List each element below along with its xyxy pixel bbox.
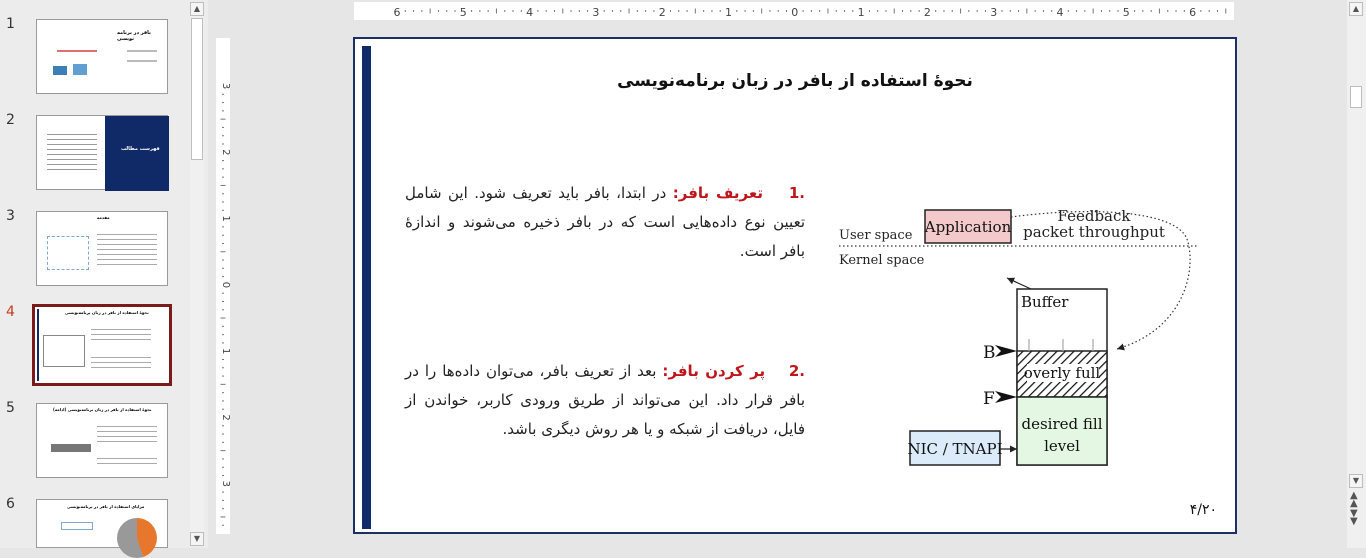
ruler-label: 1 xyxy=(857,6,865,19)
thumbnail-figure xyxy=(51,444,91,452)
thumbnail-text-line xyxy=(127,50,157,52)
paragraph-text: بعد از تعریف بافر، می‌توان داده‌ها را در بافر قرار داد. این می‌تواند از طریق ورودی کاربر، خواندن از فایل، دریافت از شبکه و یا هر روش دیگری باشد. xyxy=(405,362,805,438)
application-label: Application xyxy=(924,218,1012,236)
thumbnail-number: 5 xyxy=(6,400,15,416)
slide-scrollbar[interactable] xyxy=(1347,0,1366,548)
slide-thumbnail-4[interactable] xyxy=(32,304,172,386)
ruler-label: 3 xyxy=(990,6,998,19)
ruler-label: 3 xyxy=(220,82,231,90)
scrollbar-thumb[interactable] xyxy=(191,18,203,160)
marker-f-label: F xyxy=(983,389,995,409)
marker-b-label: B xyxy=(983,343,996,363)
thumbnail-text-lines xyxy=(97,454,157,466)
thumbnail-line xyxy=(57,50,97,52)
ruler-label: 5 xyxy=(459,6,467,19)
thumbnail-text-lines xyxy=(97,230,157,268)
ruler-label: 5 xyxy=(1122,6,1130,19)
marker-b-arrow xyxy=(995,345,1017,357)
paragraph-define-buffer[interactable] xyxy=(405,179,805,266)
thumbnail-text-line xyxy=(127,60,157,62)
desired-fill-label: desired fill xyxy=(1021,415,1103,433)
thumbnail-figure xyxy=(61,522,93,530)
slide-thumbnail-6[interactable] xyxy=(36,499,168,548)
ruler-label: 3 xyxy=(592,6,600,19)
next-slide-icon[interactable]: ▼ ▼ xyxy=(1350,508,1358,527)
thumbnail-number: 6 xyxy=(6,496,15,512)
paragraph-fill-buffer[interactable] xyxy=(405,357,805,444)
thumbnail-number: 4 xyxy=(6,304,15,320)
horizontal-ruler-ticks xyxy=(354,2,1234,20)
thumbnail-accent-bar xyxy=(37,309,39,381)
thumbnail-figure xyxy=(53,66,67,75)
thumbnail-title: فهرست مطالب xyxy=(121,146,160,152)
ruler-label: 6 xyxy=(1189,6,1197,19)
ruler-label: 3 xyxy=(220,480,231,487)
slide-page-number: ۴/۲۰ xyxy=(1189,502,1217,518)
thumbnail-text-lines xyxy=(91,325,151,341)
ruler-label: 1 xyxy=(725,6,732,19)
ruler-label: 1 xyxy=(220,348,231,355)
scroll-down-icon[interactable]: ▼ xyxy=(1349,474,1363,488)
keyword-define-buffer: تعریف بافر: xyxy=(672,184,763,202)
desired-fill-level-label: level xyxy=(1044,437,1080,455)
ruler-label: 0 xyxy=(791,6,799,19)
thumbnail-number: 1 xyxy=(6,16,15,32)
thumbnail-number: 3 xyxy=(6,208,15,224)
thumbnail-pie xyxy=(117,518,157,558)
slide-canvas[interactable] xyxy=(353,37,1237,534)
vertical-ruler xyxy=(216,38,230,534)
list-number: .2 xyxy=(788,362,805,380)
marker-f-arrow xyxy=(995,391,1017,403)
slide-accent-bar xyxy=(362,46,371,529)
ruler-label: 1 xyxy=(220,215,231,222)
kernel-space-label: Kernel space xyxy=(839,253,925,268)
overly-full-label: overly full xyxy=(1023,364,1101,382)
ruler-label: 0 xyxy=(220,281,231,289)
ruler-label: 4 xyxy=(526,6,534,19)
user-space-label: User space xyxy=(839,228,913,243)
ruler-label: 2 xyxy=(220,149,231,156)
thumbnail-figure xyxy=(73,64,87,75)
thumbnail-title: مزایای استفاده از بافر در برنامه‌نویسی xyxy=(67,504,145,509)
throughput-label: packet throughput xyxy=(1023,223,1165,241)
thumbnail-panel xyxy=(105,116,169,191)
slide-thumbnail-1[interactable] xyxy=(36,19,168,94)
buffer-label: Buffer xyxy=(1021,293,1069,311)
previous-slide-icon[interactable]: ▲ ▲ xyxy=(1350,490,1358,509)
nic-label: NIC / TNAPI xyxy=(907,440,1003,458)
scroll-up-icon[interactable]: ▲ xyxy=(190,2,204,16)
slide-thumbnail-pane xyxy=(0,0,208,548)
thumbnail-title: مقدمه xyxy=(97,215,110,220)
scrollbar-thumb[interactable] xyxy=(1350,86,1362,108)
thumbnail-text-lines xyxy=(97,422,157,442)
keyword-fill-buffer: پر کردن بافر: xyxy=(662,362,766,380)
scroll-up-icon[interactable]: ▲ xyxy=(1349,2,1363,16)
thumbnail-scrollbar[interactable] xyxy=(190,2,204,546)
slide-thumbnail-3[interactable] xyxy=(36,211,168,286)
list-number: .1 xyxy=(788,184,805,202)
ruler-label: 4 xyxy=(1056,6,1064,19)
thumbnail-figure xyxy=(43,335,85,367)
buffer-to-app-arrow xyxy=(1007,278,1031,289)
thumbnail-title: بافر در برنامه نویسی xyxy=(117,30,151,42)
scroll-down-icon[interactable]: ▼ xyxy=(190,532,204,546)
paragraph-text: در ابتدا، بافر باید تعریف شود. این شامل تعیین نوع داده‌هایی است که در بافر ذخیره می‌شوند و اندازهٔ بافر است. xyxy=(405,184,805,260)
slide-thumbnail-2[interactable] xyxy=(36,115,168,190)
ruler-label: 2 xyxy=(923,6,931,19)
horizontal-ruler xyxy=(354,2,1234,20)
buffer-diagram[interactable] xyxy=(835,199,1205,458)
ruler-label: 2 xyxy=(220,414,231,421)
slide-title[interactable]: نحوهٔ استفاده از بافر در زبان برنامه‌نویسی xyxy=(617,71,973,91)
ruler-label: 6 xyxy=(393,6,401,19)
slide-thumbnail-5[interactable] xyxy=(36,403,168,478)
thumbnail-figure xyxy=(47,236,89,270)
vertical-ruler-ticks xyxy=(216,38,230,534)
thumbnail-title: نحوهٔ استفاده از بافر در زبان برنامه‌نویسی xyxy=(65,310,149,315)
ruler-label: 2 xyxy=(658,6,666,19)
thumbnail-text-lines xyxy=(91,353,151,369)
thumbnail-text-lines xyxy=(47,130,97,174)
feedback-label: Feedback xyxy=(1057,207,1131,225)
thumbnail-number: 2 xyxy=(6,112,15,128)
thumbnail-title: نحوهٔ استفاده از بافر در زبان برنامه‌نویسی (ادامه) xyxy=(53,407,152,412)
